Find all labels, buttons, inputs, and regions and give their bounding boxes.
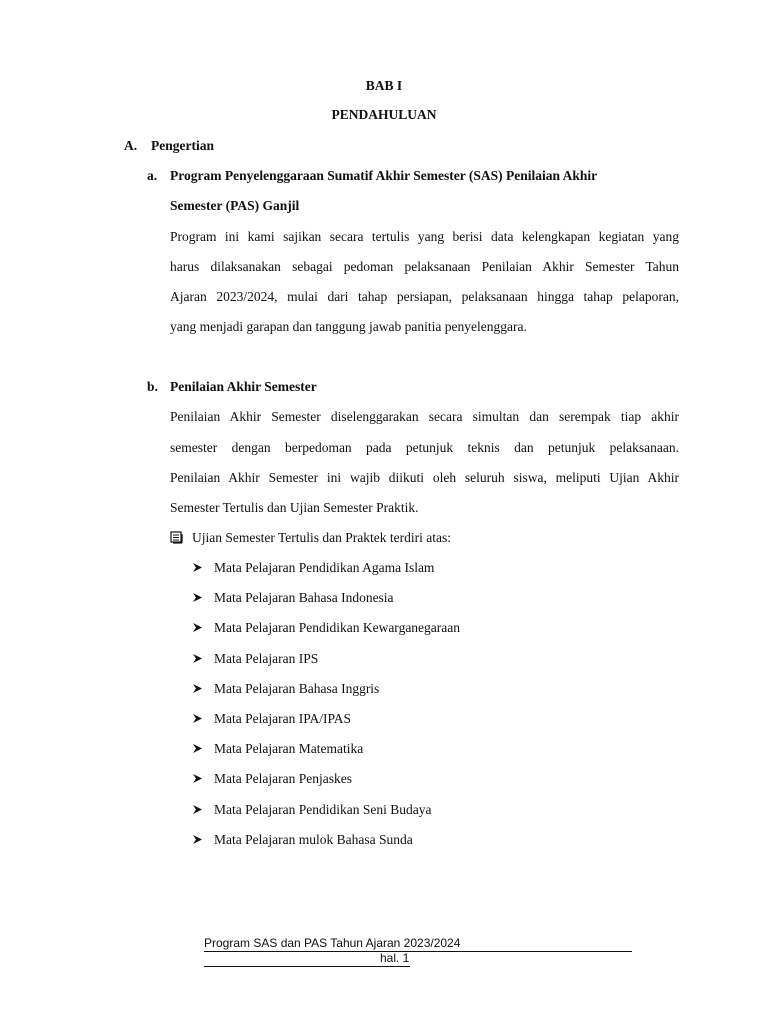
subsection-b-marker: b. [147,379,158,394]
subsection-a-title-line1: Program Penyelenggaraan Sumatif Akhir Semester (SAS) Penilaian Akhir [170,168,598,183]
subject-name: Mata Pelajaran Pendidikan Seni Budaya [214,801,432,817]
list-item [192,620,460,636]
list-item [192,832,413,848]
section-a-marker: A. [124,138,138,153]
arrowhead-icon [192,741,214,757]
book-icon [170,531,184,544]
section-a-title: Pengertian [151,138,214,153]
subject-name: Mata Pelajaran Penjaskes [214,771,352,787]
subject-name: Mata Pelajaran Matematika [214,741,364,757]
chapter-title: PENDAHULUAN [331,107,437,122]
arrowhead-icon [192,590,214,606]
subject-name: Mata Pelajaran Pendidikan Agama Islam [214,560,435,575]
arrowhead-icon [192,651,214,667]
page-number: hal. 1 [380,951,410,965]
list-item [192,711,351,727]
arrowhead-icon [192,681,214,697]
list-item [192,802,431,818]
paragraph-b-line: Penilaian Akhir Semester ini wajib diikuti oleh seluruh siswa, meliputi Ujian Akhir [170,470,679,485]
subsection-a-marker: a. [147,168,158,183]
subject-name: Mata Pelajaran mulok Bahasa Sunda [214,831,413,847]
arrowhead-icon [192,620,214,636]
paragraph-b-line: semester dengan berpedoman pada petunjuk teknis dan petunjuk pelaksanaan. [170,440,679,455]
chapter-number: BAB I [365,78,403,93]
arrowhead-icon [192,560,214,576]
paragraph-a-line: yang menjadi garapan dan tanggung jawab panitia penyelenggara. [170,319,527,334]
list-item [192,590,394,606]
list-item [192,741,363,757]
subject-name: Mata Pelajaran Bahasa Inggris [214,680,380,696]
subject-name: Mata Pelajaran IPS [214,650,319,666]
arrowhead-icon [192,802,214,818]
paragraph-b-line: Penilaian Akhir Semester diselenggarakan secara simultan dan serempak tiap akhir [170,409,679,424]
subject-list-intro-text: Ujian Semester Tertulis dan Praktek terdiri atas: [192,530,451,545]
subsection-a-title-line2: Semester (PAS) Ganjil [170,198,300,213]
paragraph-b-line: Semester Tertulis dan Ujian Semester Praktik. [170,500,419,515]
subject-list-intro [170,530,451,546]
paragraph-a-line: Ajaran 2023/2024, mulai dari tahap persiapan, pelaksanaan hingga tahap pelaporan, [170,289,679,304]
list-item [192,560,434,576]
paragraph-a-line: harus dilaksanakan sebagai pedoman pelaksanaan Penilaian Akhir Semester Tahun [170,259,679,274]
list-item [192,651,318,667]
list-item [192,771,352,787]
paragraph-a-line: Program ini kami sajikan secara tertulis yang berisi data kelengkapan kegiatan yang [170,229,679,244]
arrowhead-icon [192,711,214,727]
subsection-b-title: Penilaian Akhir Semester [170,379,317,394]
arrowhead-icon [192,771,214,787]
subject-name: Mata Pelajaran Pendidikan Kewarganegaraan [214,620,461,636]
subject-name: Mata Pelajaran Bahasa Indonesia [214,590,394,606]
list-item [192,681,379,697]
footer-title: Program SAS dan PAS Tahun Ajaran 2023/2024 [204,936,461,950]
subject-name: Mata Pelajaran IPA/IPAS [214,711,351,726]
arrowhead-icon [192,832,214,848]
